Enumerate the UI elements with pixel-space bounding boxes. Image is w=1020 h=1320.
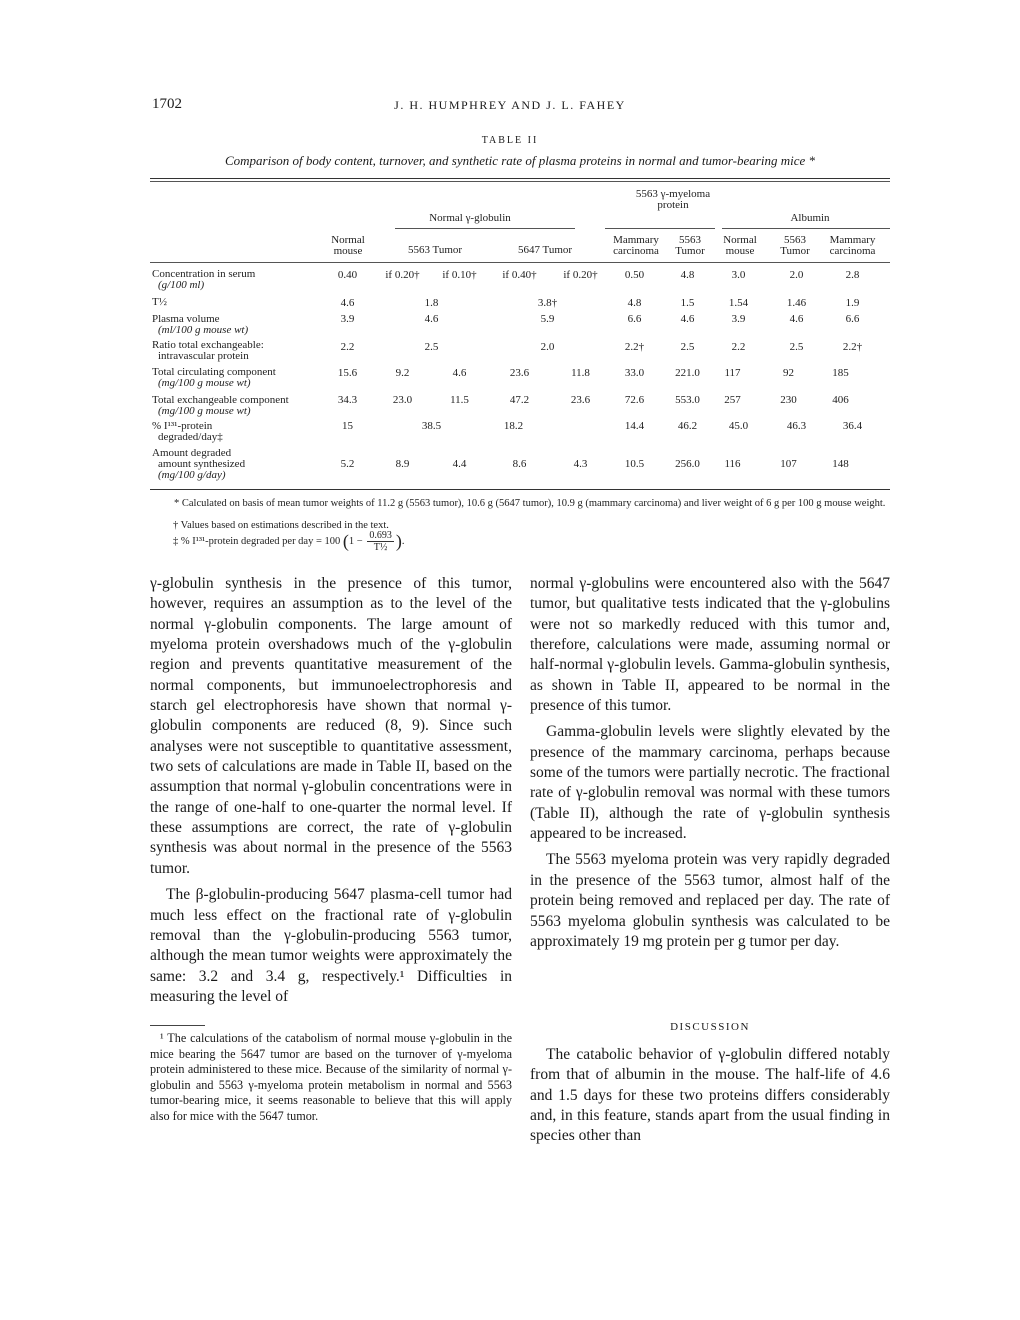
row-label-ratio: Ratio total exchangeable: intravascular protein: [152, 339, 264, 362]
table-footnote-ddagger: ‡ % I¹³¹-protein degraded per day = 100 (1 − $\frac{0.693}{\text{T½}}$ ).: [173, 530, 405, 553]
subheader-normal-mouse: Normal mouse: [331, 234, 365, 257]
row-label-total-exchangeable: Total exchangeable component (mg/100 g mouse wt): [152, 394, 289, 417]
row-label-amount-degraded: Amount degraded amount synthesized (mg/100 g/day): [152, 447, 246, 481]
table-cell: 11.8: [571, 367, 590, 379]
row-label-percent-degraded: % I¹³¹-protein degraded/day‡: [152, 420, 223, 443]
table-cell: 23.6: [509, 367, 530, 379]
table-cell: 257: [724, 394, 741, 406]
table-label: TABLE II: [481, 135, 539, 146]
table-cell: 148: [832, 458, 849, 470]
right-column: [530, 574, 890, 952]
table-cell: 4.8: [627, 297, 642, 309]
table-cell: 1.5: [680, 297, 695, 309]
table-cell: 38.5: [421, 420, 442, 432]
table-cell: 72.6: [624, 394, 645, 406]
table-top-rule: [150, 178, 890, 179]
table-cell: 6.6: [627, 313, 642, 325]
group-albumin: Albumin: [790, 212, 830, 224]
table-header-rule: [150, 262, 890, 263]
row-label-total-circulating: Total circulating component (mg/100 g mouse wt): [152, 366, 276, 389]
table-cell: 15.6: [337, 367, 358, 379]
subheader-mammary-2: Mammary carcinoma: [829, 234, 876, 257]
table-cell: 46.2: [677, 420, 698, 432]
row-label-plasma-volume: Plasma volume (ml/100 g mouse wt): [152, 313, 249, 336]
paragraph: normal γ-globulins were encountered also with the 5647 tumor, but qualitative tests indicated that the γ-globulins were not so markedly reduced with this tumor and, therefore, calculations were made, assuming normal or half-normal γ-globulin levels. Gamma-globulin synthesis, as shown in Table II, appeared to be normal in the presence of this tumor.: [530, 575, 890, 715]
table-cell: 4.6: [680, 313, 695, 325]
table-cell: 3.9: [340, 313, 355, 325]
table-cell: 45.0: [728, 420, 749, 432]
table-cell: 553.0: [675, 394, 700, 406]
group-myeloma: 5563 γ-myeloma protein: [635, 188, 711, 211]
paragraph: Gamma-globulin levels were slightly elevated by the presence of the mammary carcinoma, perhaps because some of the tumors were partially necrotic. The fractional rate of γ-globulin removal was normal with these tumors (Table II), although the rate of γ-globulin synthesis appeared to be increased.: [530, 723, 890, 843]
table-cell: 10.5: [624, 458, 645, 470]
table-cell: 2.2†: [842, 341, 863, 353]
table-cell: 2.5: [680, 341, 695, 353]
table-bottom-rule: [150, 489, 890, 490]
table-cell: 36.4: [842, 420, 863, 432]
table-cell: 8.6: [512, 458, 527, 470]
table-cell: 23.0: [392, 394, 413, 406]
paragraph: γ-globulin synthesis in the presence of this tumor, however, requires an assumption as to the level of the normal γ-globulin components. The large amount of myeloma protein overshadows much of the γ-globulin region and prevents quantitative measurement of the normal components, but immunoelectrophoresis and starch gel electrophoresis have shown that normal γ-globulin components are reduced (8, 9). Since such analyses were not susceptible to quantitative assessment, two sets of calculations are made in Table II, based on the assumption that normal γ-globulin concentrations were in the range of one-half to one-quarter the normal level. If these assumptions are correct, the rate of γ-globulin synthesis was about normal in the presence of the 5563 tumor.: [150, 575, 512, 877]
running-head: J. H. HUMPHREY AND J. L. FAHEY: [394, 98, 626, 112]
table-cell: 4.6: [452, 367, 467, 379]
table-cell: if 0.20†: [563, 269, 598, 281]
table-footnote-star: * Calculated on basis of mean tumor weights of 11.2 g (5563 tumor), 10.6 g (5647 tumor), 10.9 g (mammary carcinoma) and liver weight of 6 g per 100 g mouse weight.: [174, 498, 886, 509]
table-cell: 2.0: [789, 269, 804, 281]
table-cell: 3.8†: [537, 297, 558, 309]
subheader-normal-mouse-2: Normal mouse: [723, 234, 757, 257]
table-cell: 33.0: [624, 367, 645, 379]
table-caption: Comparison of body content, turnover, and synthetic rate of plasma proteins in normal and tumor-bearing mice *: [225, 153, 815, 168]
table-cell: 2.5: [789, 341, 804, 353]
table-cell: 9.2: [395, 367, 410, 379]
group-rule-normal: [395, 228, 575, 229]
table-top-rule-2: [150, 181, 890, 182]
table-cell: 1.9: [845, 297, 860, 309]
table-cell: 8.9: [395, 458, 410, 470]
table-footnote-dagger: † Values based on estimations described in the text.: [173, 520, 389, 531]
table-cell: 116: [724, 458, 741, 470]
table-cell: 4.6: [789, 313, 804, 325]
right-column-discussion: [530, 1045, 890, 1147]
table-cell: 3.0: [731, 269, 746, 281]
row-label-half-life: T½: [152, 296, 167, 308]
group-rule-myeloma: [605, 228, 715, 229]
table-cell: 185: [832, 367, 849, 379]
table-cell: 117: [724, 367, 741, 379]
paragraph: The β-globulin-producing 5647 plasma-cell tumor had much less effect on the fractional rate of γ-globulin removal than the γ-globulin-producing 5563 tumor, although the mean tumor weights were approximately the same: 3.2 and 3.4 g, respectively.¹ Difficulties in measuring the level of: [150, 886, 512, 1005]
subheader-5563-tumor-b: 5563 Tumor: [675, 234, 705, 257]
table-cell: 11.5: [450, 394, 469, 406]
section-heading-discussion: DISCUSSION: [670, 1021, 750, 1033]
table-cell: 2.0: [540, 341, 555, 353]
table-cell: 5.9: [540, 313, 555, 325]
table-cell: 4.3: [573, 458, 588, 470]
table-cell: 107: [780, 458, 797, 470]
group-normal-gamma: Normal γ-globulin: [429, 212, 511, 224]
table-cell: 221.0: [675, 367, 700, 379]
table-cell: 47.2: [509, 394, 530, 406]
group-rule-albumin: [722, 228, 890, 229]
table-cell: 14.4: [624, 420, 645, 432]
table-cell: if 0.20†: [385, 269, 420, 281]
table-cell: 0.50: [624, 269, 645, 281]
footnote-rule: [150, 1025, 205, 1026]
table-cell: 46.3: [786, 420, 807, 432]
table-cell: 34.3: [337, 394, 358, 406]
table-cell: 2.2†: [624, 341, 645, 353]
table-cell: 2.8: [845, 269, 860, 281]
table-cell: 3.9: [731, 313, 746, 325]
table-cell: 406: [832, 394, 849, 406]
table-cell: 1.8: [424, 297, 439, 309]
table-cell: 2.2: [731, 341, 746, 353]
table-cell: 1.54: [728, 297, 749, 309]
subheader-mammary-1: Mammary carcinoma: [613, 234, 659, 257]
table-cell: 2.2: [340, 341, 355, 353]
table-cell: 256.0: [675, 458, 700, 470]
paragraph: The 5563 myeloma protein was very rapidly degraded in the presence of the 5563 tumor, almost half of the protein being removed and replaced per day. The rate of 5563 myeloma globulin synthesis was calculated to be approximately 19 mg protein per g tumor per day.: [530, 851, 890, 950]
table-cell: if 0.40†: [502, 269, 537, 281]
table-cell: if 0.10†: [442, 269, 477, 281]
row-label-concentration: Concentration in serum (g/100 ml): [152, 268, 256, 291]
table-cell: 230: [780, 394, 797, 406]
table-cell: 4.4: [452, 458, 467, 470]
subheader-5647-tumor: 5647 Tumor: [517, 244, 573, 256]
footnote: ¹ The calculations of the catabolism of normal mouse γ-globulin in the mice bearing the 5647 tumor are based on the turnover of γ-myeloma protein administered to these mice. Because of the similarity of normal γ-globulin and 5563 γ-myeloma protein metabolism in normal and 5563 tumor-bearing mice, it seems reasonable to believe that this will apply also for mice with the 5647 tumor.: [150, 1031, 512, 1123]
paragraph: The catabolic behavior of γ-globulin differed notably from that of albumin in the mouse. The half-life of 4.6 and 1.5 days for these two proteins differs considerably and, in this feature, stands apart from the usual finding in species other than: [530, 1046, 890, 1145]
table-cell: 1.46: [786, 297, 807, 309]
table-cell: 4.6: [424, 313, 439, 325]
table-cell: 4.6: [340, 297, 355, 309]
table-cell: 2.5: [424, 341, 439, 353]
subheader-5563-tumor: 5563 Tumor: [407, 244, 463, 256]
table-cell: 92: [783, 367, 794, 379]
table-cell: 4.8: [680, 269, 695, 281]
table-cell: 15: [342, 420, 353, 432]
table-cell: 6.6: [845, 313, 860, 325]
table-cell: 5.2: [340, 458, 355, 470]
subheader-5563-tumor-c: 5563 Tumor: [780, 234, 810, 257]
page-number: 1702: [152, 96, 182, 112]
table-cell: 18.2: [503, 420, 524, 432]
table-cell: 23.6: [570, 394, 591, 406]
left-column: [150, 574, 512, 1007]
table-cell: 0.40: [337, 269, 358, 281]
